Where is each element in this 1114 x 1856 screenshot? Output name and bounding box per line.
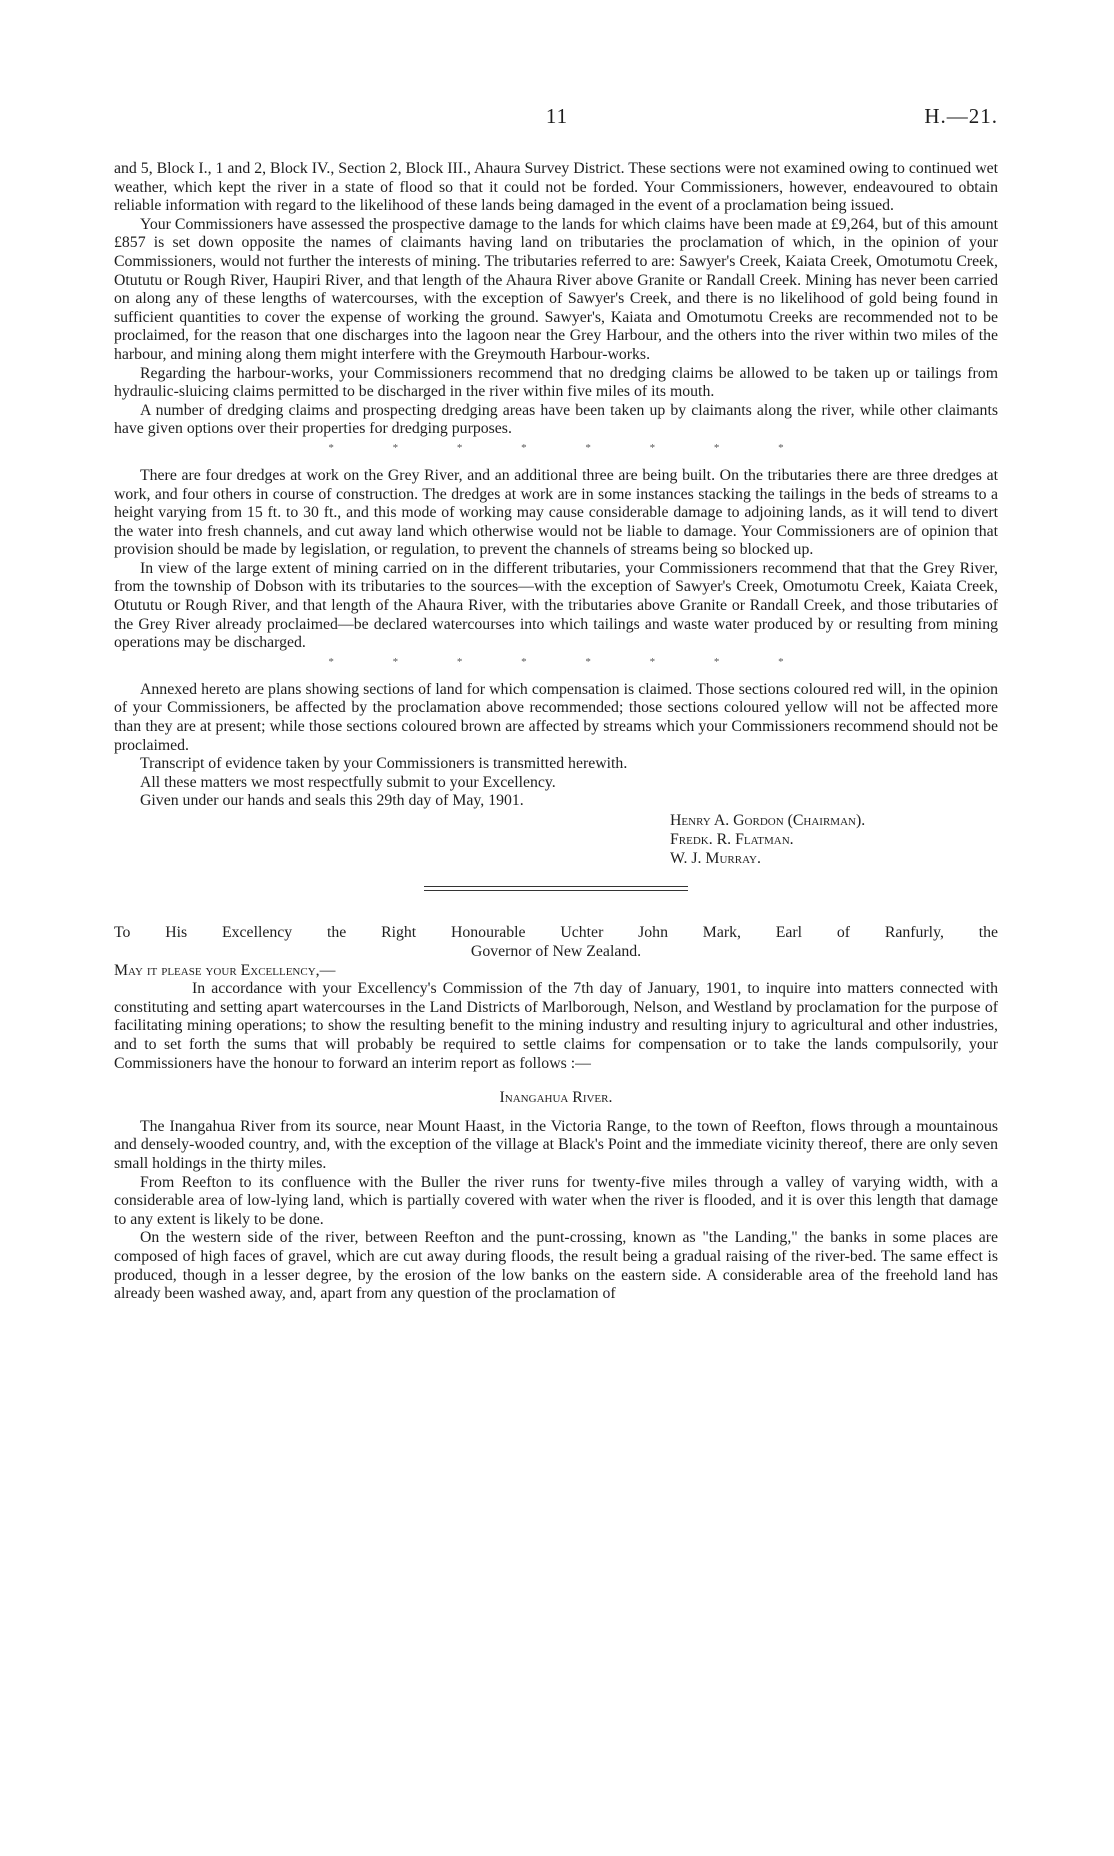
paragraph: All these matters we most respectfully submit to your Excellency. (140, 773, 556, 791)
signature-line: W. J. Murray. (670, 850, 761, 867)
paragraph: From Reefton to its confluence with the Buller the river runs for twenty-five miles through a valley of varying width, with a considerable area of low-lying land, which is partially covered with water when the river is flooded, and it is over this length that damage to any extent is likely to be done. (114, 1173, 998, 1228)
address-line: Governor of New Zealand. (470, 943, 642, 960)
salutation: May it please your Excellency,— (114, 961, 336, 979)
paragraph: In accordance with your Excellency's Commission of the 7th day of January, 1901, to inquire into matters connected with constituting and setting apart watercourses in the Land Districts of Marlborough, Nelson, and Westland by proclamation for the purpose of facilitating mining operations; to show the resulting benefit to the mining industry and resulting injury to agricultural and other industries, and to set forth the sums that will probably be required to settle claims for compensation or to take the lands compulsorily, your Commissioners have the honour to forward an interim report as follows :— (114, 980, 998, 1072)
document-reference: H.—21. (924, 104, 998, 128)
paragraph: The Inangahua River from its source, near Mount Haast, in the Victoria Range, to the town of Reefton, flows through a mountainous and densely-wooded country, and, with the exception of the village at Black's Point and the immediate vicinity thereof, there are only seven small holdings in the thirty miles. (114, 1117, 998, 1172)
paragraph: Regarding the harbour-works, your Commissioners recommend that no dredging claims be allowed to be taken up or tailings from hydraulic-sluicing claims permitted to be discharged in the river within five miles of its mouth. (114, 364, 998, 401)
paragraph: Given under our hands and seals this 29th day of May, 1901. (140, 792, 524, 810)
double-rule-divider (424, 886, 688, 891)
paragraph: A number of dredging claims and prospecting dredging areas have been taken up by claimants along the river, while other claimants have given options over their properties for dredging purposes. (114, 401, 998, 438)
paragraph: In view of the large extent of mining carried on in the different tributaries, your Commissioners recommend that that the Grey River, from the township of Dobson with its tributaries to the sources—with the exception of Sawyer's Creek, Omotumotu Creek, Kaiata Creek, Otututu or Rough River, and that length of the Ahaura River, with the tributaries above Granite or Randall Creek, and those tributaries of the Grey River already proclaimed—be declared watercourses into which tailings and waste water produced by or resulting from mining operations may be discharged. (114, 559, 998, 652)
section-title: Inangahua River. (499, 1089, 613, 1107)
page-number: 11 (545, 104, 569, 128)
signature-line: Henry A. Gordon (Chairman). (670, 812, 866, 829)
paragraph: There are four dredges at work on the Grey River, and an additional three are being built. On the tributaries there are three dredges at work, and four others in course of construction. The dredges at work are in some instances stacking the tailings in the beds of streams to a height varying from 15 ft. to 30 ft., and this mode of working may cause considerable damage to adjoining lands, as it will tend to divert the water into fresh channels, and cut away land which otherwise would not be liable to damage. Your Commissioners are of opinion that provision should be made by legislation, or regulation, to prevent the channels of streams being so blocked up. (114, 466, 998, 559)
paragraph: Annexed hereto are plans showing sections of land for which compensation is claimed. Those sections coloured red will, in the opinion of your Commissioners, be affected by the proclamation above recommended; those sections coloured yellow will not be affected more than they are at present; while those sections coloured brown are affected by streams which your Commissioners recommend should not be proclaimed. (114, 680, 998, 754)
paragraph: Your Commissioners have assessed the prospective damage to the lands for which claims have been made at £9,264, but of this amount £857 is set down opposite the names of claimants having land on tributaries the proclamation of which, in the opinion of your Commissioners, would not further the interests of mining. The tributaries referred to are: Sawyer's Creek, Kaiata Creek, Omotumotu Creek, Otututu or Rough River, Haupiri River, and that length of the Ahaura River above Granite or Randall Creek. Mining has never been carried on along any of these lengths of watercourses, with the exception of Sawyer's Creek, and there is no likelihood of gold being found in sufficient quantities to cover the expense of working the ground. Sawyer's, Kaiata and Omotumotu Creeks are recommended not to be proclaimed, for the reason that one discharges into the lagoon near the Grey Harbour, and the others into the river within two miles of the harbour, and mining along them might interfere with the Greymouth Harbour-works. (114, 215, 998, 363)
page-header (116, 104, 998, 134)
signature-line: Fredk. R. Flatman. (670, 831, 794, 848)
paragraph: Transcript of evidence taken by your Commissioners is transmitted herewith. (140, 755, 628, 773)
signature-block (670, 811, 998, 868)
document-body (114, 160, 998, 1304)
paragraph: On the western side of the river, between Reefton and the punt-crossing, known as "the Landing," the banks in some places are composed of high faces of gravel, which are cut away during floods, the result being a gradual raising of the river-bed. The same effect is produced, though in a lesser degree, by the erosion of the low banks on the eastern side. A considerable area of the freehold land has already been washed away, and, apart from any question of the proclamation of (114, 1229, 998, 1303)
section-break-stars: * * * * * * * * (328, 655, 784, 668)
address-line: To His Excellency the Right Honourable Uchter John Mark, Earl of Ranfurly, the (114, 924, 998, 941)
section-break-stars: * * * * * * * * (328, 441, 784, 454)
paragraph: and 5, Block I., 1 and 2, Block IV., Section 2, Block III., Ahaura Survey District. These sections were not examined owing to continued wet weather, which kept the river in a state of flood so that it could not be forded. Your Commissioners, however, endeavoured to obtain reliable information with regard to the likelihood of these lands being damaged in the event of a proclamation being issued. (114, 160, 998, 215)
